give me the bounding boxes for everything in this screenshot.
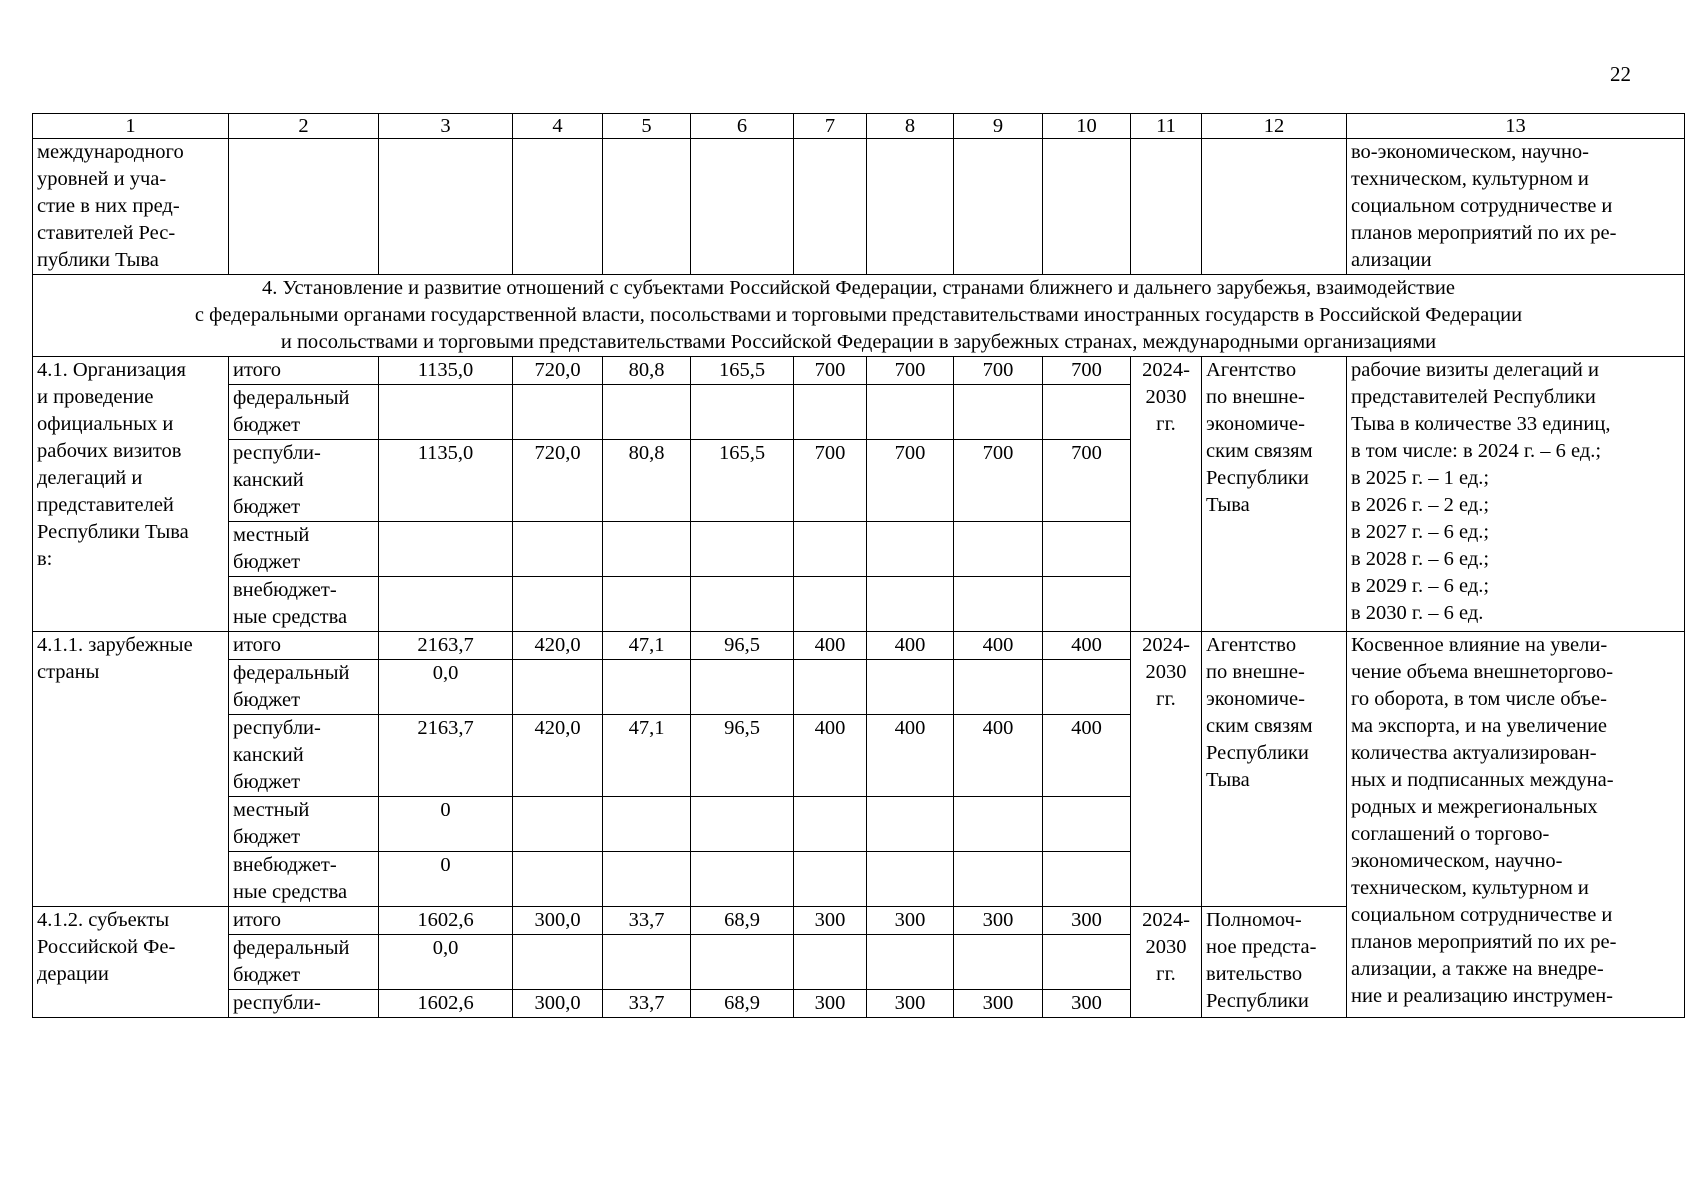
- funding-source-cell: федеральный бюджет: [229, 660, 379, 715]
- empty-cell: [1043, 797, 1131, 852]
- executor-cell: Агентство по внешне- экономиче- ским связям Республики Тыва: [1202, 632, 1347, 907]
- column-number: 6: [691, 114, 794, 139]
- empty-cell: [379, 577, 513, 632]
- empty-cell: [379, 139, 513, 275]
- amount-cell: 96,5: [691, 715, 794, 797]
- result-cell: рабочие визиты делегаций и представителей Республики Тыва в количестве 33 единиц, в том числе: в 2024 г. – 6 ед.; в 2025 г. – 1 ед.; в 2026 г. – 2 ед.; в 2027 г. – 6 ед.; в 2028 г. – 6 ед.; в 2029 г. – 6 ед.; в 2030 г. – 6 ед.: [1347, 357, 1685, 632]
- amount-cell: 300: [867, 990, 954, 1018]
- amount-cell: 68,9: [691, 907, 794, 935]
- amount-cell: 400: [867, 715, 954, 797]
- column-number: 9: [954, 114, 1043, 139]
- result-cell: Косвенное влияние на увели- чение объема внешнеторгово- го оборота, в том числе объе- ма экспорта, и на увеличение количества актуализирован- ных и подписанных междуна- родных и межрегиональных соглашений о торгово- экономическом, научно- техническом, культурном и социальном сотрудничестве и планов мероприятий по их ре- ализации, а также на внедре- ние и реализацию инструмен-: [1347, 632, 1685, 1018]
- empty-cell: [1043, 522, 1131, 577]
- period-cell: 2024- 2030 гг.: [1131, 632, 1202, 907]
- column-number: 1: [33, 114, 229, 139]
- empty-cell: [794, 852, 867, 907]
- empty-cell: [691, 385, 794, 440]
- program-activities-table: [32, 113, 1685, 1018]
- empty-cell: [513, 660, 603, 715]
- empty-cell: [794, 577, 867, 632]
- empty-cell: [513, 577, 603, 632]
- funding-source-cell: итого: [229, 907, 379, 935]
- amount-cell: 300: [1043, 990, 1131, 1018]
- empty-cell: [954, 577, 1043, 632]
- funding-source-cell: федеральный бюджет: [229, 935, 379, 990]
- empty-cell: [1131, 139, 1202, 275]
- amount-cell: 400: [954, 715, 1043, 797]
- amount-cell: 400: [794, 715, 867, 797]
- amount-cell: 0: [379, 797, 513, 852]
- empty-cell: [603, 522, 691, 577]
- empty-cell: [794, 522, 867, 577]
- amount-cell: 1135,0: [379, 357, 513, 385]
- result-cell: во-экономическом, научно- техническом, культурном и социальном сотрудничестве и планов мероприятий по их ре- ализации: [1347, 139, 1685, 275]
- funding-source-cell: итого: [229, 357, 379, 385]
- column-number: 2: [229, 114, 379, 139]
- empty-cell: [1043, 385, 1131, 440]
- empty-cell: [691, 852, 794, 907]
- empty-cell: [867, 577, 954, 632]
- page-number: 22: [1610, 62, 1631, 86]
- funding-source-cell: итого: [229, 632, 379, 660]
- empty-cell: [691, 139, 794, 275]
- amount-cell: 720,0: [513, 357, 603, 385]
- amount-cell: 300: [794, 907, 867, 935]
- amount-cell: 0,0: [379, 935, 513, 990]
- empty-cell: [691, 577, 794, 632]
- empty-cell: [513, 852, 603, 907]
- amount-cell: 300: [954, 907, 1043, 935]
- amount-cell: 33,7: [603, 907, 691, 935]
- amount-cell: 68,9: [691, 990, 794, 1018]
- empty-cell: [954, 385, 1043, 440]
- column-number: 3: [379, 114, 513, 139]
- empty-cell: [794, 139, 867, 275]
- column-number: 4: [513, 114, 603, 139]
- amount-cell: 300,0: [513, 907, 603, 935]
- amount-cell: 400: [954, 632, 1043, 660]
- empty-cell: [1043, 935, 1131, 990]
- empty-cell: [1043, 852, 1131, 907]
- amount-cell: 700: [794, 440, 867, 522]
- funding-source-cell: федеральный бюджет: [229, 385, 379, 440]
- section-heading-row: [33, 275, 1685, 357]
- amount-cell: 700: [867, 357, 954, 385]
- amount-cell: 33,7: [603, 990, 691, 1018]
- empty-cell: [379, 385, 513, 440]
- amount-cell: 0: [379, 852, 513, 907]
- funding-source-cell: местный бюджет: [229, 522, 379, 577]
- empty-cell: [1043, 577, 1131, 632]
- amount-cell: 700: [1043, 357, 1131, 385]
- amount-cell: 420,0: [513, 715, 603, 797]
- activity-name-cell: 4.1.2. субъекты Российской Фе- дерации: [33, 907, 229, 1018]
- empty-cell: [379, 522, 513, 577]
- empty-cell: [794, 797, 867, 852]
- column-number: 11: [1131, 114, 1202, 139]
- amount-cell: 165,5: [691, 357, 794, 385]
- amount-cell: 700: [794, 357, 867, 385]
- funding-source-cell: республи- канский бюджет: [229, 715, 379, 797]
- amount-cell: 420,0: [513, 632, 603, 660]
- empty-cell: [513, 385, 603, 440]
- amount-cell: 300,0: [513, 990, 603, 1018]
- empty-cell: [1043, 139, 1131, 275]
- activity-name-cell: 4.1.1. зарубежные страны: [33, 632, 229, 907]
- empty-cell: [794, 385, 867, 440]
- amount-cell: 47,1: [603, 632, 691, 660]
- empty-cell: [603, 797, 691, 852]
- column-number: 13: [1347, 114, 1685, 139]
- column-number: 5: [603, 114, 691, 139]
- amount-cell: 700: [1043, 440, 1131, 522]
- section-heading: [33, 275, 1685, 357]
- empty-cell: [867, 935, 954, 990]
- empty-cell: [1202, 139, 1347, 275]
- amount-cell: 80,8: [603, 440, 691, 522]
- amount-cell: 165,5: [691, 440, 794, 522]
- amount-cell: 1602,6: [379, 990, 513, 1018]
- amount-cell: 400: [1043, 715, 1131, 797]
- table-row: [33, 632, 1685, 660]
- amount-cell: 300: [1043, 907, 1131, 935]
- activity-name-cell: международного уровней и уча- стие в них пред- ставителей Рес- публики Тыва: [33, 139, 229, 275]
- empty-cell: [513, 935, 603, 990]
- amount-cell: 400: [867, 632, 954, 660]
- funding-source-cell: местный бюджет: [229, 797, 379, 852]
- section-heading-line: и посольствами и торговыми представительствами Российской Федерации в зарубежных странах, международными организациями: [280, 331, 1437, 353]
- empty-cell: [954, 935, 1043, 990]
- empty-cell: [691, 797, 794, 852]
- amount-cell: 1602,6: [379, 907, 513, 935]
- empty-cell: [794, 660, 867, 715]
- activity-name-cell: 4.1. Организация и проведение официальных и рабочих визитов делегаций и представителей Республики Тыва в:: [33, 357, 229, 632]
- column-number: 12: [1202, 114, 1347, 139]
- empty-cell: [691, 522, 794, 577]
- empty-cell: [867, 385, 954, 440]
- empty-cell: [867, 660, 954, 715]
- empty-cell: [954, 797, 1043, 852]
- amount-cell: 1135,0: [379, 440, 513, 522]
- amount-cell: 400: [794, 632, 867, 660]
- empty-cell: [691, 660, 794, 715]
- funding-source-cell: внебюджет- ные средства: [229, 852, 379, 907]
- amount-cell: 2163,7: [379, 715, 513, 797]
- column-number: 7: [794, 114, 867, 139]
- amount-cell: 47,1: [603, 715, 691, 797]
- empty-cell: [229, 139, 379, 275]
- section-heading-line: с федеральными органами государственной власти, посольствами и торговыми представительствами иностранных государств в Российской Федерации: [194, 304, 1523, 326]
- table-row: [33, 357, 1685, 385]
- amount-cell: 96,5: [691, 632, 794, 660]
- funding-source-cell: внебюджет- ные средства: [229, 577, 379, 632]
- period-cell: 2024- 2030 гг.: [1131, 907, 1202, 1018]
- empty-cell: [954, 660, 1043, 715]
- empty-cell: [1043, 660, 1131, 715]
- column-number: 8: [867, 114, 954, 139]
- empty-cell: [954, 522, 1043, 577]
- amount-cell: 2163,7: [379, 632, 513, 660]
- empty-cell: [513, 139, 603, 275]
- empty-cell: [691, 935, 794, 990]
- empty-cell: [603, 139, 691, 275]
- empty-cell: [867, 139, 954, 275]
- column-number-row: [33, 114, 1685, 139]
- continuation-row: [33, 139, 1685, 275]
- empty-cell: [513, 522, 603, 577]
- amount-cell: 0,0: [379, 660, 513, 715]
- section-heading-line: 4. Установление и развитие отношений с субъектами Российской Федерации, странами ближнего и дальнего зарубежья, взаимодействие: [262, 277, 1455, 299]
- funding-source-cell: республи- канский бюджет: [229, 440, 379, 522]
- amount-cell: 300: [794, 990, 867, 1018]
- amount-cell: 300: [867, 907, 954, 935]
- executor-cell: Полномоч- ное предста- вительство Республики: [1202, 907, 1347, 1018]
- empty-cell: [867, 522, 954, 577]
- empty-cell: [954, 852, 1043, 907]
- empty-cell: [513, 797, 603, 852]
- amount-cell: 400: [1043, 632, 1131, 660]
- empty-cell: [867, 852, 954, 907]
- amount-cell: 700: [867, 440, 954, 522]
- amount-cell: 80,8: [603, 357, 691, 385]
- executor-cell: Агентство по внешне- экономиче- ским связям Республики Тыва: [1202, 357, 1347, 632]
- empty-cell: [794, 935, 867, 990]
- empty-cell: [603, 577, 691, 632]
- empty-cell: [954, 139, 1043, 275]
- amount-cell: 300: [954, 990, 1043, 1018]
- amount-cell: 700: [954, 440, 1043, 522]
- amount-cell: 720,0: [513, 440, 603, 522]
- period-cell: 2024- 2030 гг.: [1131, 357, 1202, 632]
- empty-cell: [603, 852, 691, 907]
- column-number: 10: [1043, 114, 1131, 139]
- funding-source-cell: республи-: [229, 990, 379, 1018]
- empty-cell: [867, 797, 954, 852]
- empty-cell: [603, 935, 691, 990]
- empty-cell: [603, 660, 691, 715]
- empty-cell: [603, 385, 691, 440]
- amount-cell: 700: [954, 357, 1043, 385]
